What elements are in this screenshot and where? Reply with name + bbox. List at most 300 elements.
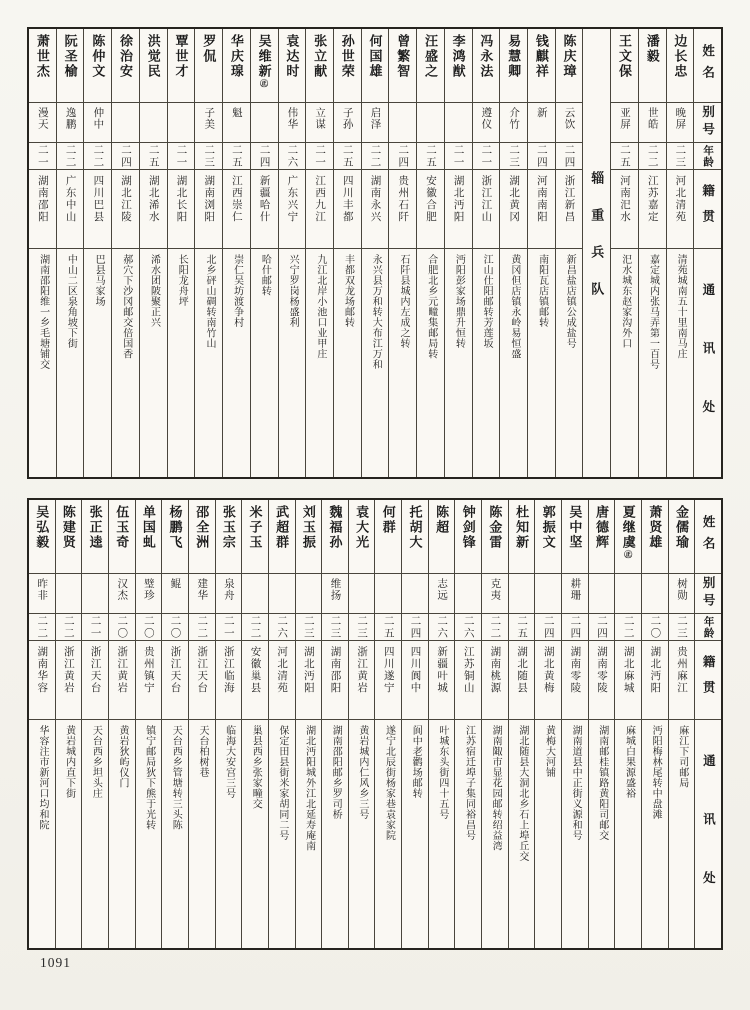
person-alias-cell [375,574,401,614]
person-alias-cell [562,574,588,614]
person-alias-cell [445,103,472,143]
person-address-cell [29,249,56,477]
person-address: 黄岩城内仁风乡三号 [356,725,368,820]
person-name-cell [611,29,638,103]
person-column [109,500,136,948]
person-column [306,29,334,477]
person-alias-cell [109,574,135,614]
person-address-cell [667,249,694,477]
person-alias-cell [57,103,84,143]
person-column [455,500,482,948]
person-name: 唐德辉 [594,505,610,550]
person-address: 麻江下司邮局 [676,725,688,788]
person-column [639,29,667,477]
column-header-address [695,720,721,948]
person-age: 二五 [618,143,630,169]
person-age-cell [84,143,111,170]
person-age-cell [455,614,481,641]
column-header-name-label: 姓名 [701,515,716,558]
person-age: 二二 [36,614,48,640]
person-alias-cell [223,103,250,143]
person-alias-cell [112,103,139,143]
person-alias-cell [482,574,508,614]
person-native-place-cell [84,170,111,249]
person-name: 孙世荣 [339,34,355,79]
person-name-cell [269,500,295,574]
person-native-place: 河南南阳 [535,175,547,223]
person-native-place-cell [306,170,333,249]
person-column [162,500,189,948]
person-native-place-cell [112,170,139,249]
person-alias: 晚屏 [674,107,686,130]
person-age-cell [639,143,666,170]
person-name-cell [140,29,167,103]
person-age-cell [57,143,84,170]
person-native-place-cell [168,170,195,249]
person-age: 二三 [356,614,368,640]
person-age: 二四 [397,143,409,169]
person-address-cell [615,720,641,948]
person-native-place: 湖南永兴 [369,175,381,223]
person-name: 张正逵 [87,505,103,550]
person-address: 华容注市新河口均和院 [37,725,49,830]
person-name: 钱麒祥 [533,34,549,79]
person-age: 二三 [674,143,686,169]
person-age-cell [375,614,401,641]
person-name-mark: ㊣ [259,79,269,87]
person-native-place: 湖南零陵 [569,646,581,694]
column-header-alias [694,103,721,143]
person-name: 冯永法 [478,34,494,79]
person-alias: 介竹 [508,107,520,130]
person-native-place: 浙江天台 [89,646,101,694]
person-address: 江苏宿迁埠子集同裕昌号 [463,725,475,841]
person-name: 王文保 [616,34,632,79]
person-age: 二二 [622,614,634,640]
person-age: 二六 [436,614,448,640]
person-name: 陈仲文 [90,34,106,79]
person-address-cell [362,249,389,477]
person-alias-cell [362,103,389,143]
person-age-cell [112,143,139,170]
person-native-place: 浙江新昌 [563,175,575,223]
person-alias: 耕珊 [569,578,581,601]
person-address: 汜水城东赵家沟外口 [619,254,631,349]
person-column [57,29,85,477]
person-native-place: 湖北浠水 [147,175,159,223]
person-address-cell [223,249,250,477]
person-age-cell [189,614,215,641]
column-header-name [694,29,721,103]
person-column [349,500,376,948]
person-column [29,500,56,948]
person-native-place: 湖北沔阳 [649,646,661,694]
person-name: 易慧卿 [506,34,522,79]
person-address-cell [195,249,222,477]
person-native-place-cell [482,641,508,720]
person-age: 二六 [462,614,474,640]
person-column [242,500,269,948]
person-native-place-cell [242,641,268,720]
person-name-cell [402,500,428,574]
person-native-place-cell [136,641,162,720]
person-native-place-cell [509,641,535,720]
person-address-cell [349,720,375,948]
person-name: 托胡大 [407,505,423,550]
person-name-cell [279,29,306,103]
person-address: 郝穴下沙冈邮交倍国香 [120,254,132,359]
person-alias-cell [669,574,695,614]
person-name: 何国雄 [367,34,383,79]
person-name-cell [195,29,222,103]
person-native-place: 河北清苑 [276,646,288,694]
person-alias: 新 [535,107,547,119]
person-native-place-cell [429,641,455,720]
person-age-cell [611,143,638,170]
person-address-cell [322,720,348,948]
person-address: 湖南邵阳维一乡毛塘铺交 [37,254,49,370]
person-column [84,29,112,477]
person-alias-cell [500,103,527,143]
person-column [417,29,445,477]
person-age: 二四 [542,614,554,640]
person-native-place: 湖南浏阳 [203,175,215,223]
person-name-cell [82,500,108,574]
person-address: 湖北随县大洞北乡石上埠丘交 [516,725,528,862]
person-address: 湖南道县中正街义源和号 [570,725,582,841]
person-name: 杨鹏飞 [167,505,183,550]
person-native-place: 湖北沔阳 [452,175,464,223]
column-header-age-label: 年龄 [702,144,714,168]
person-name-cell [251,29,278,103]
person-native-place: 湖北黄冈 [508,175,520,223]
person-name: 袁大光 [354,505,370,550]
person-name: 米子玉 [247,505,263,550]
person-column [509,500,536,948]
person-name-cell [57,29,84,103]
person-address: 石阡县城内左成之转 [397,254,409,349]
person-alias-cell [615,574,641,614]
person-native-place: 河南汜水 [618,175,630,223]
person-address: 叶城东头街四十五号 [436,725,448,820]
person-address-cell [473,249,500,477]
person-native-place: 新疆哈什 [258,175,270,223]
person-age: 二一 [175,143,187,169]
person-address-cell [375,720,401,948]
person-address-cell [242,720,268,948]
person-address-cell [57,249,84,477]
person-age: 二一 [314,143,326,169]
person-age-cell [306,143,333,170]
person-address-cell [29,720,55,948]
person-name-cell [445,29,472,103]
person-native-place-cell [279,170,306,249]
person-age-cell [223,143,250,170]
person-native-place-cell [667,170,694,249]
person-age-cell [279,143,306,170]
person-age: 二六 [286,143,298,169]
person-name-cell [29,500,55,574]
person-alias-cell [251,103,278,143]
person-address-cell [589,720,615,948]
person-native-place: 江西九江 [314,175,326,223]
person-age: 二五 [516,614,528,640]
person-alias-cell [455,574,481,614]
person-alias: 维扬 [329,578,341,601]
person-native-place-cell [29,641,55,720]
person-column [402,500,429,948]
person-name-cell [296,500,322,574]
person-address: 南阳瓦店镇邮转 [536,254,548,328]
person-column [168,29,196,477]
person-name: 钟剑锋 [460,505,476,550]
person-age-cell [82,614,108,641]
page-number: 1091 [40,955,71,970]
person-column [216,500,243,948]
column-header-age [695,614,721,641]
person-age: 二四 [258,143,270,169]
person-age: 二〇 [169,614,181,640]
person-name: 洪觉民 [145,34,161,79]
person-alias-cell [473,103,500,143]
person-native-place: 湖北随县 [516,646,528,694]
person-column [528,29,556,477]
person-native-place-cell [669,641,695,720]
person-alias-cell [402,574,428,614]
person-address: 永兴县万和转大布江万和 [370,254,382,370]
person-alias: 璧珍 [142,578,154,601]
person-address: 天台西乡管塘转三头陈 [170,725,182,830]
person-name-cell [334,29,361,103]
person-name: 杜知新 [514,505,530,550]
person-name: 萧贤雄 [647,505,663,550]
person-native-place-cell [417,170,444,249]
person-address: 黄岩城内直下街 [63,725,75,799]
person-alias-cell [535,574,561,614]
person-address: 天台西乡坦头庄 [90,725,102,799]
person-address-cell [639,249,666,477]
column-header-native [694,170,721,249]
person-age: 二四 [596,614,608,640]
person-name-cell [306,29,333,103]
person-alias-cell [322,574,348,614]
column-header-age [694,143,721,170]
person-native-place: 湖北沔阳 [302,646,314,694]
person-age: 二四 [569,614,581,640]
person-address-cell [509,720,535,948]
person-address: 崇仁吴坊渡争村 [231,254,243,328]
person-alias-cell [349,574,375,614]
person-address: 遂宁北辰街杨家巷袁家院 [383,725,395,841]
person-alias: 志远 [436,578,448,601]
person-age-cell [562,614,588,641]
person-name-cell [639,29,666,103]
person-name-cell [500,29,527,103]
person-alias: 泉舟 [222,578,234,601]
person-age: 二五 [382,614,394,640]
person-age-cell [509,614,535,641]
person-alias: 汉杰 [116,578,128,601]
column-header-alias-label: 别号 [700,105,715,140]
person-native-place-cell [296,641,322,720]
person-address-cell [482,720,508,948]
person-address-cell [269,720,295,948]
person-address: 长阳龙舟坪 [176,254,188,307]
person-age: 二三 [302,614,314,640]
person-address-cell [417,249,444,477]
person-name: 何群 [380,505,396,535]
person-alias-cell [279,103,306,143]
person-name: 潘毅 [644,34,660,64]
person-alias: 子美 [203,107,215,130]
person-address-cell [429,720,455,948]
person-name: 郭振文 [540,505,556,550]
person-age-cell [251,143,278,170]
person-column [482,500,509,948]
person-column [279,29,307,477]
person-age-cell [389,143,416,170]
person-address: 哈什邮转 [259,254,271,296]
person-native-place-cell [528,170,555,249]
person-age-cell [500,143,527,170]
person-address: 镇宁邮局狄下熊于光转 [143,725,155,830]
person-alias-cell [306,103,333,143]
person-native-place: 四川巴县 [92,175,104,223]
person-alias-cell [611,103,638,143]
person-native-place-cell [375,641,401,720]
person-native-place-cell [445,170,472,249]
person-native-place-cell [57,170,84,249]
person-native-place-cell [556,170,583,249]
person-name: 张玉宗 [220,505,236,550]
person-address: 巴县马家场 [93,254,105,307]
person-address-cell [112,249,139,477]
person-native-place-cell [322,641,348,720]
person-name: 汪盛之 [422,34,438,79]
person-column [611,29,639,477]
person-age: 二五 [230,143,242,169]
person-name-cell [455,500,481,574]
person-column [375,500,402,948]
person-age-cell [29,614,55,641]
person-address: 合肥北乡元疃集邮局转 [425,254,437,359]
person-alias: 昨非 [36,578,48,601]
person-native-place: 河北清苑 [674,175,686,223]
person-age: 二二 [646,143,658,169]
person-alias: 启泽 [369,107,381,130]
person-alias-cell [667,103,694,143]
person-name-mark: ㊣ [623,550,633,558]
person-name: 夏继虞 [620,505,636,550]
person-native-place: 四川遂宁 [382,646,394,694]
person-address: 九江北岸小池口业甲庄 [314,254,326,359]
person-alias: 世皓 [646,107,658,130]
person-name-cell [362,29,389,103]
column-header-address-label: 通讯处 [701,754,716,930]
person-age-cell [296,614,322,641]
person-native-place-cell [223,170,250,249]
person-column [389,29,417,477]
section-title: 辎重兵队 [589,171,605,319]
person-address-cell [162,720,188,948]
person-native-place: 浙江黄岩 [62,646,74,694]
person-address: 湖北沔阳城外江北延寿庵南 [303,725,315,851]
person-age-cell [642,614,668,641]
person-age: 二三 [676,614,688,640]
person-age: 二二 [249,614,261,640]
person-name: 张立献 [312,34,328,79]
person-age: 二一 [452,143,464,169]
person-name-cell [429,500,455,574]
person-age: 二五 [147,143,159,169]
person-column [562,500,589,948]
person-alias-cell [82,574,108,614]
column-header-native-label: 籍贯 [701,654,716,706]
person-alias-cell [417,103,444,143]
person-column [429,500,456,948]
person-name: 覃世才 [173,34,189,79]
person-column [642,500,669,948]
person-age-cell [669,614,695,641]
person-alias-cell [296,574,322,614]
person-alias: 魁 [230,107,242,119]
person-alias: 云饮 [563,107,575,130]
person-column [136,500,163,948]
person-age-cell [667,143,694,170]
person-address: 巢县西乡张家疃交 [250,725,262,809]
person-name: 单国虬 [140,505,156,550]
person-native-place-cell [615,641,641,720]
person-address: 临海大安宫三号 [223,725,235,799]
person-age-cell [162,614,188,641]
person-age: 二五 [341,143,353,169]
person-address: 浠水团陂聚正兴 [148,254,160,328]
person-address-cell [189,720,215,948]
person-alias-cell [528,103,555,143]
person-native-place: 安徽合肥 [424,175,436,223]
person-alias-cell [29,574,55,614]
person-native-place-cell [562,641,588,720]
person-address-cell [562,720,588,948]
person-age-cell [334,143,361,170]
person-alias-cell [429,574,455,614]
person-name-cell [389,29,416,103]
person-name-cell [535,500,561,574]
person-address: 麻城白果源盛裕 [623,725,635,799]
person-address-cell [669,720,695,948]
person-address: 黄梅大河铺 [543,725,555,778]
person-name: 萧世杰 [34,34,50,79]
person-native-place-cell [195,170,222,249]
person-column [473,29,501,477]
person-alias-cell [639,103,666,143]
person-address: 沔阳梅林尾转中盘滩 [650,725,662,820]
person-alias-cell [509,574,535,614]
person-age: 二一 [480,143,492,169]
person-native-place: 湖北江陵 [120,175,132,223]
person-address-cell [251,249,278,477]
person-native-place-cell [56,641,82,720]
person-native-place-cell [189,641,215,720]
person-age: 二四 [535,143,547,169]
person-age: 二二 [92,143,104,169]
person-address-cell [611,249,638,477]
person-name: 华庆瑔 [228,34,244,79]
person-native-place: 浙江天台 [196,646,208,694]
person-age-cell [29,143,56,170]
person-native-place: 贵州石阡 [397,175,409,223]
person-alias-cell [269,574,295,614]
